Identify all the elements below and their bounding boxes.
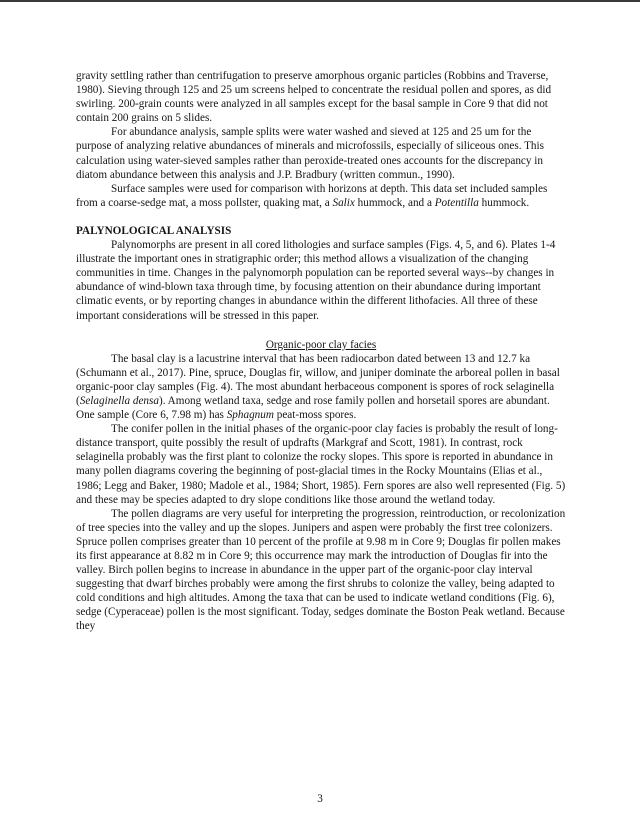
body-text (76, 69, 566, 634)
paragraph-surface-samples (76, 182, 566, 210)
text-run: Surface samples were used for comparison with horizons at depth. This data set included samples from a coarse-sedge mat, a moss pollster, quaking mat, a (76, 182, 548, 209)
taxon-italic-potentilla: Potentilla (434, 196, 479, 209)
paragraph-basal-clay (76, 352, 566, 422)
taxon-italic-selaginella: Selaginella densa (79, 394, 159, 407)
taxon-italic-sphagnum: Sphagnum (226, 409, 274, 422)
text-run: The basal clay is a lacustrine interval that has been radiocarbon dated between 13 and 12.7 ka (Schumann et al., 2017). Pine, spruce, Douglas fir, willow, and juniper dominate the arboreal pollen in basal organic-poor clay samples (Fig. 4). The most abundant herbaceous component is spores of rock selaginella ( (76, 352, 560, 407)
text-run: hummock, and a (354, 196, 435, 209)
page-number: 3 (317, 793, 323, 805)
taxon-italic-salix: Salix (332, 196, 355, 209)
paragraph-abundance-analysis: For abundance analysis, sample splits were water washed and sieved at 125 and 25 um for the purpose of analyzing relative abundances of minerals and microfossils, especially of siliceous ones. This calculation using water-sieved samples rather than peroxide-treated ones accounts for the discrepancy in diatom abundance between this analysis and J.P. Bradbury (written commun., 1990). (76, 126, 544, 181)
text-run: hummock. (478, 196, 530, 209)
subsection-heading-organic-poor-clay: Organic-poor clay facies (265, 338, 377, 351)
paragraph-methods-continued: gravity settling rather than centrifugation to preserve amorphous organic particles (Robbins and Traverse, 1980). Sieving through 125 and 25 um screens helped to concentrate the residual pollen and spores, as did swirling. 200-grain counts were analyzed in all samples except for the basal sample in Core 9 that did not contain 200 grains on 5 slides. (76, 70, 552, 125)
section-heading-palynological-analysis: PALYNOLOGICAL ANALYSIS (76, 224, 232, 237)
paragraph-conifer-pollen: The conifer pollen in the initial phases of the organic-poor clay facies is probably the result of long-distance transport, quite possibly the result of updrafts (Markgraf and Scott, 1981). In contrast, rock selaginella probably was the first plant to colonize the rocky slopes. This spore is reported in abundance in many pollen diagrams covering the beginning of post-glacial times in the Rocky Mountains (Elias et al., 1986; Legg and Baker, 1980; Madole et al., 1984; Short, 1985). Fern spores are also well represented (Fig. 5) and these may be species adapted to dry slope conditions like those around the wetland today. (76, 423, 566, 506)
top-border-rule (0, 0, 640, 2)
text-run: ). Among wetland taxa, sedge and rose family pollen and horsetail spores are abundant. One sample (Core 6, 7.98 m) has (76, 394, 550, 422)
text-run: peat-moss spores. (273, 409, 357, 422)
paragraph-palynomorphs: Palynomorphs are present in all cored lithologies and surface samples (Figs. 4, 5, and 6). Plates 1-4 illustrate the important ones in stratigraphic order; this method allows a visualization of the changing communities in time. Changes in the palynomorph population can be reported several ways--by changes in abundance of wind-blown taxa through time, by focusing attention on their abundance during important climatic events, or by reporting changes in abundance within the different lithofacies. All three of these important considerations will be stressed in this paper. (76, 239, 556, 322)
paragraph-pollen-diagrams: The pollen diagrams are very useful for interpreting the progression, reintroduction, or recolonization of tree species into the valley and up the slopes. Junipers and aspen were probably the first tree colonizers. Spruce pollen comprises greater than 10 percent of the profile at 9.98 m in Core 9; Douglas fir pollen makes its first appearance at 8.82 m in Core 9; this occurrence may mark the introduction of Douglas fir into the valley. Birch pollen begins to increase in abundance in the upper part of the organic-poor clay interval suggesting that dwarf birches probably were among the first shrubs to colonize the valley, being adapted to cold conditions and high altitudes. Among the taxa that can be used to indicate wetland conditions (Fig. 6), sedge (Cyperaceae) pollen is the most significant. Today, sedges dominate the Boston Peak wetland. Because they (76, 507, 566, 633)
